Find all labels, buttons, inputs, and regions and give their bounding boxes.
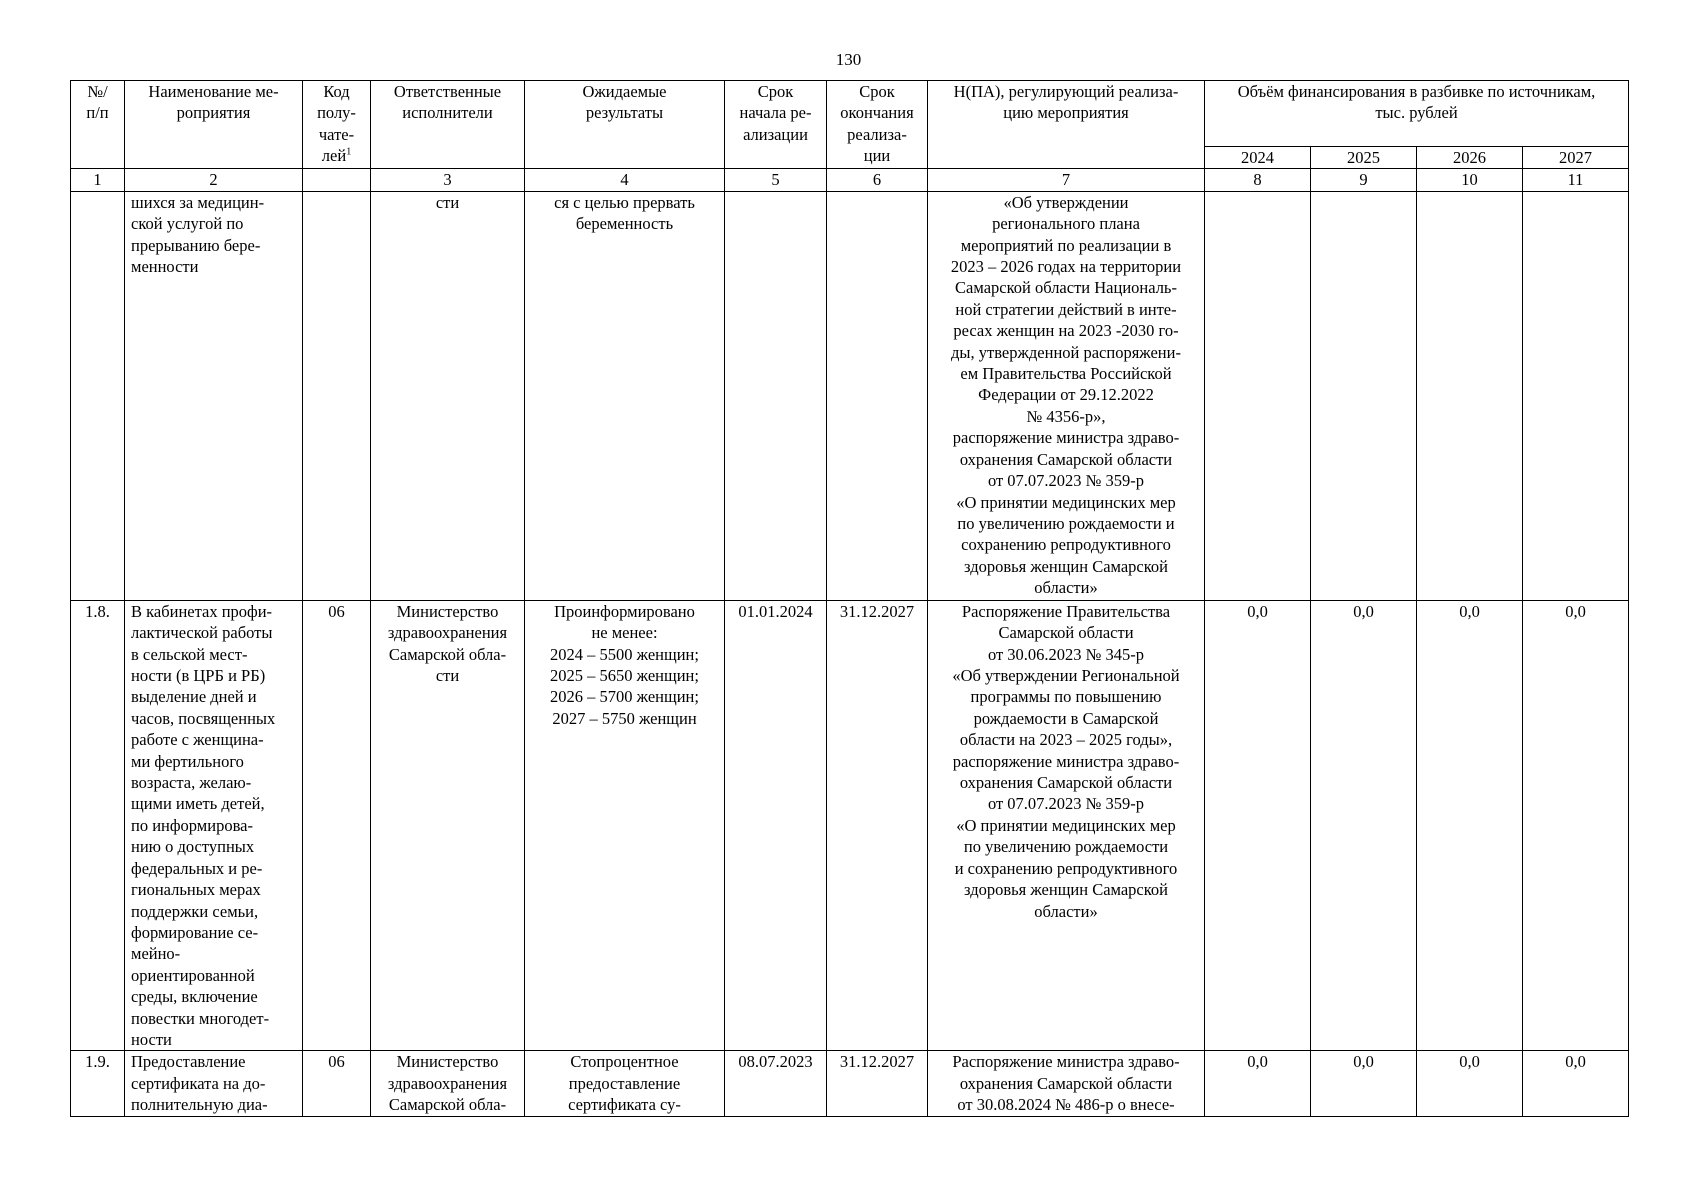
header-name: Наименование ме- роприятия bbox=[125, 81, 303, 169]
header-year: 2026 bbox=[1417, 147, 1523, 169]
row-end: 31.12.2027 bbox=[827, 600, 928, 1051]
row-end: 31.12.2027 bbox=[827, 1051, 928, 1116]
table-row bbox=[71, 600, 1629, 1051]
row-results: Проинформировано не менее: 2024 – 5500 женщин; 2025 – 5650 женщин; 2026 – 5700 женщин; 2027 – 5750 женщин bbox=[525, 600, 725, 1051]
column-number: 11 bbox=[1523, 169, 1629, 191]
column-number: 10 bbox=[1417, 169, 1523, 191]
row-npa: «Об утверждении регионального плана мероприятий по реализации в 2023 – 2026 годах на территории Самарской области Националь- ной стратегии действий в инте- ресах женщин на 2023 -2030 го- ды, утвержденной распоряжени- ем Правительства Российской Федерации от 29.12.2022 № 4356-р», распоряжение министра здраво- охранения Самарской области от 07.07.2023 № 359-р «О принятии медицинских мер по увеличению рождаемости и сохранению репродуктивного здоровья женщин Самарской области» bbox=[928, 191, 1205, 600]
row-funding-2025: 0,0 bbox=[1311, 600, 1417, 1051]
row-funding-2025 bbox=[1311, 191, 1417, 600]
row-funding-2024: 0,0 bbox=[1205, 1051, 1311, 1116]
column-number: 1 bbox=[71, 169, 125, 191]
row-funding-2027: 0,0 bbox=[1523, 1051, 1629, 1116]
row-end bbox=[827, 191, 928, 600]
row-name: шихся за медицин- ской услугой по прерыванию бере- менности bbox=[125, 191, 303, 600]
row-funding-2027: 0,0 bbox=[1523, 600, 1629, 1051]
row-code: 06 bbox=[303, 600, 371, 1051]
column-number bbox=[303, 169, 371, 191]
row-funding-2026: 0,0 bbox=[1417, 1051, 1523, 1116]
row-npa: Распоряжение министра здраво- охранения Самарской области от 30.08.2024 № 486-р о внесе- bbox=[928, 1051, 1205, 1116]
row-executors: Министерство здравоохранения Самарской обла- bbox=[371, 1051, 525, 1116]
header-end: Срок окончания реализа- ции bbox=[827, 81, 928, 169]
table-row bbox=[71, 1051, 1629, 1116]
row-code bbox=[303, 191, 371, 600]
row-num: 1.8. bbox=[71, 600, 125, 1051]
column-number: 8 bbox=[1205, 169, 1311, 191]
table-row bbox=[71, 191, 1629, 600]
row-executors: Министерство здравоохранения Самарской обла- сти bbox=[371, 600, 525, 1051]
row-start: 08.07.2023 bbox=[725, 1051, 827, 1116]
row-name: В кабинетах профи- лактической работы в сельской мест- ности (в ЦРБ и РБ) выделение дней и часов, посвященных работе с женщина- ми фертильного возраста, желаю- щими иметь детей, по информирова- нию о доступных федеральных и ре- гиональных мерах поддержки семьи, формирование се- мейно- ориентированной среды, включение повестки многодет- ности bbox=[125, 600, 303, 1051]
header-start: Срок начала ре- ализации bbox=[725, 81, 827, 169]
column-number: 9 bbox=[1311, 169, 1417, 191]
header-year: 2024 bbox=[1205, 147, 1311, 169]
row-funding-2026 bbox=[1417, 191, 1523, 600]
row-name: Предоставление сертификата на до- полнительную диа- bbox=[125, 1051, 303, 1116]
header-num: №/ п/п bbox=[71, 81, 125, 169]
measures-table bbox=[70, 80, 1629, 1117]
header-results: Ожидаемые результаты bbox=[525, 81, 725, 169]
header-npa: Н(ПА), регулирующий реализа- цию мероприятия bbox=[928, 81, 1205, 169]
column-number: 3 bbox=[371, 169, 525, 191]
row-num: 1.9. bbox=[71, 1051, 125, 1116]
row-executors: сти bbox=[371, 191, 525, 600]
row-results: ся с целью прервать беременность bbox=[525, 191, 725, 600]
row-funding-2027 bbox=[1523, 191, 1629, 600]
column-number: 5 bbox=[725, 169, 827, 191]
row-results: Стопроцентное предоставление сертификата су- bbox=[525, 1051, 725, 1116]
row-funding-2026: 0,0 bbox=[1417, 600, 1523, 1051]
row-code: 06 bbox=[303, 1051, 371, 1116]
row-start bbox=[725, 191, 827, 600]
row-num bbox=[71, 191, 125, 600]
header-code-footnote: 1 bbox=[346, 146, 352, 158]
column-number: 2 bbox=[125, 169, 303, 191]
column-number-row bbox=[71, 169, 1629, 191]
row-start: 01.01.2024 bbox=[725, 600, 827, 1051]
row-funding-2025: 0,0 bbox=[1311, 1051, 1417, 1116]
header-funding: Объём финансирования в разбивке по источникам, тыс. рублей bbox=[1205, 81, 1629, 147]
column-number: 7 bbox=[928, 169, 1205, 191]
header-year: 2027 bbox=[1523, 147, 1629, 169]
header-year: 2025 bbox=[1311, 147, 1417, 169]
page-number: 130 bbox=[835, 50, 862, 69]
header-code bbox=[303, 81, 371, 169]
row-funding-2024: 0,0 bbox=[1205, 600, 1311, 1051]
column-number: 4 bbox=[525, 169, 725, 191]
column-number: 6 bbox=[827, 169, 928, 191]
header-executors: Ответственные исполнители bbox=[371, 81, 525, 169]
header-code-text: Код полу- чате- лей bbox=[317, 82, 356, 166]
row-funding-2024 bbox=[1205, 191, 1311, 600]
row-npa: Распоряжение Правительства Самарской области от 30.06.2023 № 345-р «Об утверждении Региональной программы по повышению рождаемости в Самарской области на 2023 – 2025 годы», распоряжение министра здраво- охранения Самарской области от 07.07.2023 № 359-р «О принятии медицинских мер по увеличению рождаемости и сохранению репродуктивного здоровья женщин Самарской области» bbox=[928, 600, 1205, 1051]
